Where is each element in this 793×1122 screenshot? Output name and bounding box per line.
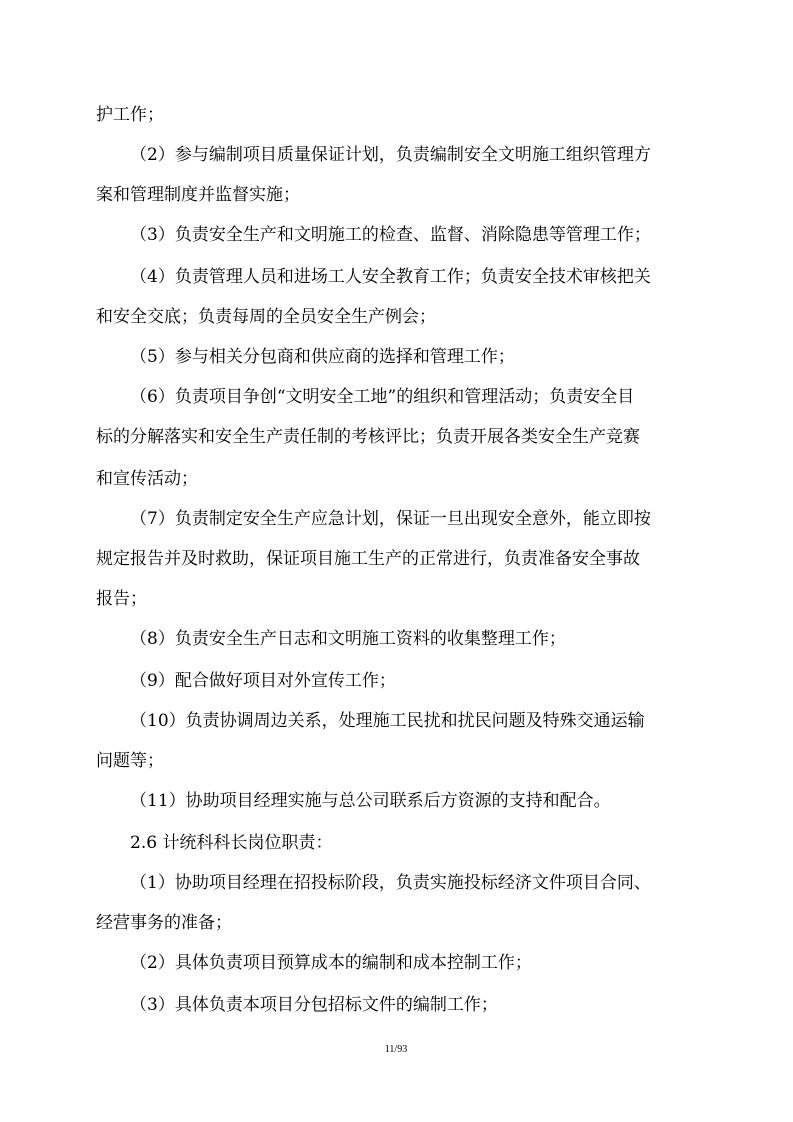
page-number: 11/93 (384, 1044, 408, 1055)
text-line: （11）协助项目经理实施与总公司联系后方资源的支持和配合。 (130, 791, 611, 811)
text-line: 标的分解落实和安全生产责任制的考核评比；负责开展各类安全生产竞赛 (96, 427, 640, 447)
text-line: 问题等； (96, 751, 164, 771)
text-line: 报告； (96, 589, 147, 609)
text-line: （4）负责管理人员和进场工人安全教育工作；负责安全技术审核把关 (130, 267, 651, 287)
text-line: （7）负责制定安全生产应急计划，保证一旦出现安全意外，能立即按 (130, 509, 651, 529)
text-line: （5）参与相关分包商和供应商的选择和管理工作； (130, 347, 515, 367)
text-line: （3）具体负责本项目分包招标文件的编制工作； (130, 995, 498, 1015)
section-heading: 2.6 计统科科长岗位职责： (130, 833, 333, 853)
text-line: （9）配合做好项目对外宣传工作； (130, 671, 396, 691)
text-line: 和宣传活动； (96, 469, 198, 489)
text-line: 经营事务的准备； (96, 913, 232, 933)
text-line: （1）协助项目经理在招投标阶段，负责实施投标经济文件项目合同、 (130, 873, 651, 893)
text-line: （2）参与编制项目质量保证计划，负责编制安全文明施工组织管理方 (130, 145, 651, 165)
text-line: （2）具体负责项目预算成本的编制和成本控制工作； (130, 953, 532, 973)
text-line: 规定报告并及时救助，保证项目施工生产的正常进行，负责准备安全事故 (96, 549, 640, 569)
text-line: 和安全交底；负责每周的全员安全生产例会； (96, 307, 436, 327)
text-line: （3）负责安全生产和文明施工的检查、监督、消除隐患等管理工作； (130, 225, 651, 245)
text-line: （6）负责项目争创“文明安全工地”的组织和管理活动；负责安全目 (130, 387, 635, 407)
text-line: 案和管理制度并监督实施； (96, 185, 300, 205)
text-line: （8）负责安全生产日志和文明施工资料的收集整理工作； (130, 629, 566, 649)
text-line: 护工作； (96, 105, 164, 125)
text-line: （10）负责协调周边关系，处理施工民扰和扰民问题及特殊交通运输 (130, 711, 645, 731)
